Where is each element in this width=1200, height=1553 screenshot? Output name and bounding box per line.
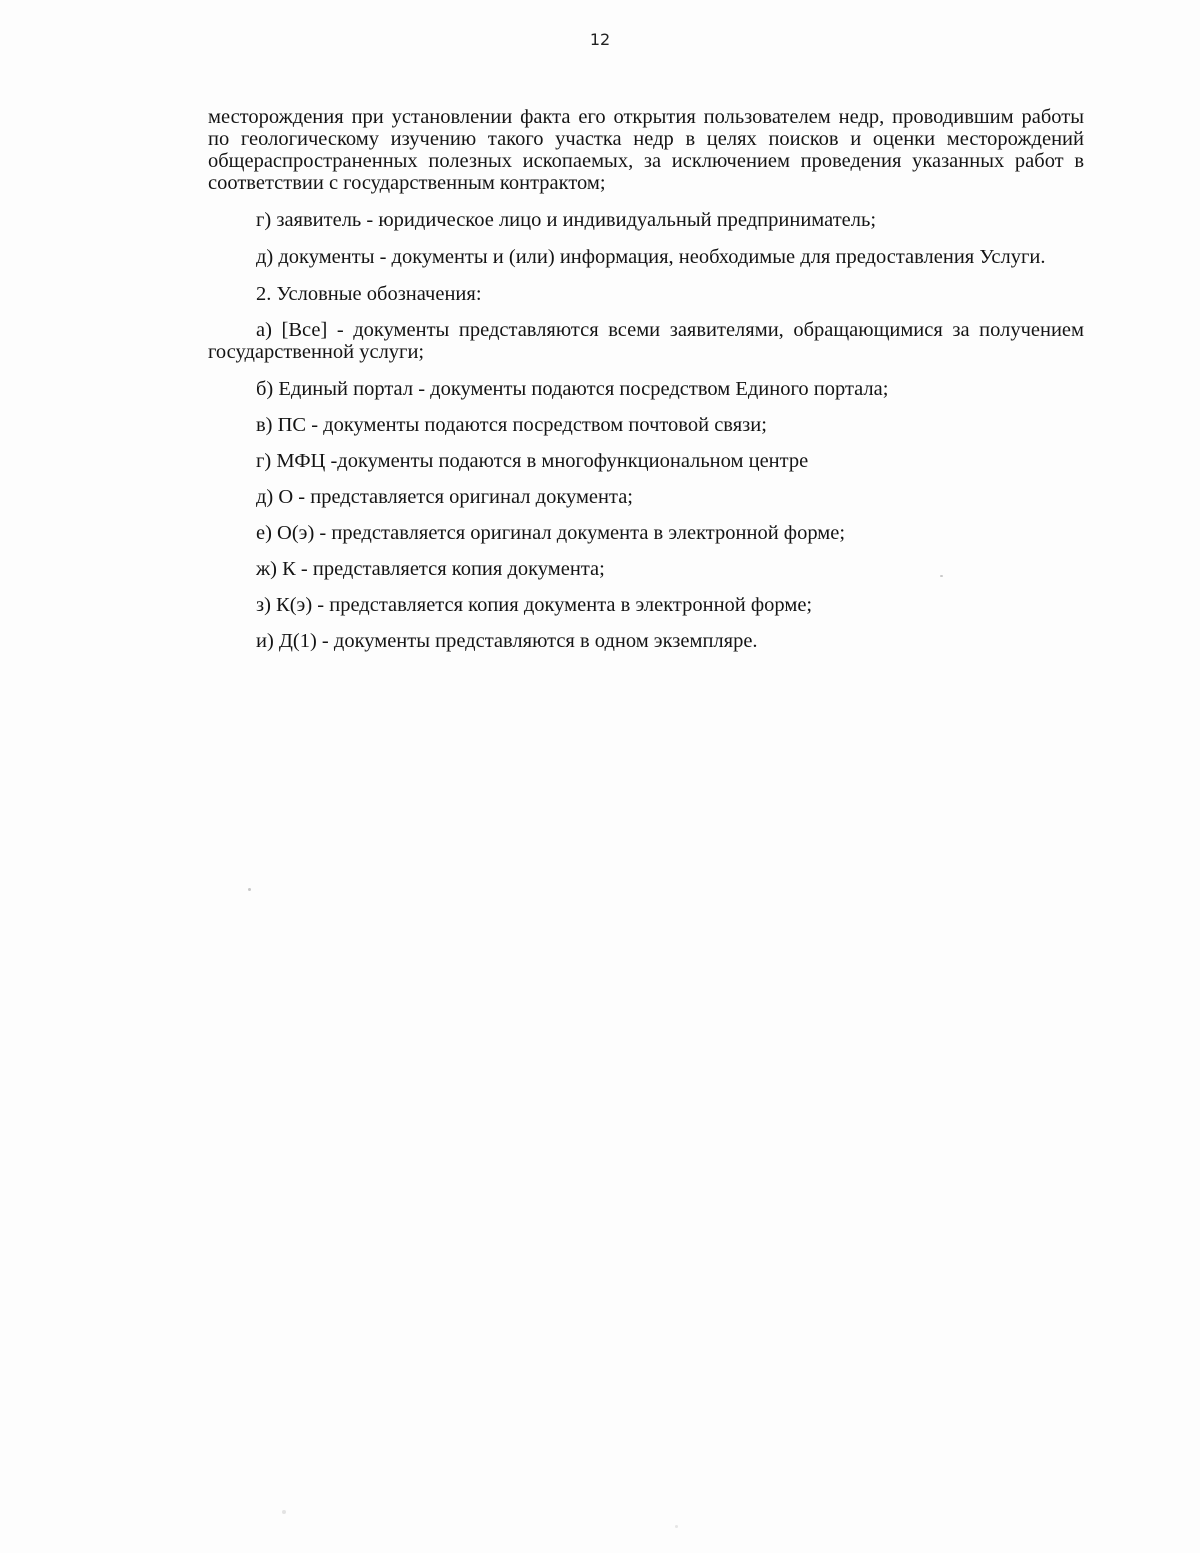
legend-item-mfc: г) МФЦ -документы подаются в многофункциональном центре: [256, 450, 809, 472]
legend-item-all: а) [Все] - документы представляются всеми заявителями, обращающимися за получением государственной услуги;: [208, 319, 1084, 363]
scan-speck: [675, 1525, 678, 1528]
section-heading-legend: 2. Условные обозначения:: [256, 283, 482, 305]
paragraph-definition-documents: д) документы - документы и (или) информация, необходимые для предоставления Услуги.: [256, 246, 1046, 268]
legend-item-unified-portal: б) Единый портал - документы подаются посредством Единого портала;: [256, 378, 889, 400]
paragraph-definition-continuation: месторождения при установлении факта его открытия пользователем недр, проводившим работы по геологическому изучению такого участка недр в целях поисков и оценки месторождений общераспространенных полезных ископаемых, за исключением проведения указанных работ в соответствии с государственным контрактом;: [208, 106, 1084, 194]
legend-item-original-electronic: е) О(э) - представляется оригинал документа в электронной форме;: [256, 522, 846, 544]
document-body: [208, 106, 1084, 666]
legend-item-original: д) О - представляется оригинал документа;: [256, 486, 634, 508]
scan-speck: [940, 575, 943, 577]
page-number: 12: [589, 30, 611, 49]
scan-speck: [282, 1510, 286, 1514]
legend-item-postal: в) ПС - документы подаются посредством почтовой связи;: [256, 414, 767, 436]
legend-item-single-copy: и) Д(1) - документы представляются в одном экземпляре.: [256, 630, 758, 652]
paragraph-definition-applicant: г) заявитель - юридическое лицо и индивидуальный предприниматель;: [256, 209, 877, 231]
legend-item-copy-electronic: з) К(э) - представляется копия документа в электронной форме;: [256, 594, 813, 616]
legend-item-copy: ж) К - представляется копия документа;: [256, 558, 605, 580]
scan-speck: [248, 888, 251, 891]
